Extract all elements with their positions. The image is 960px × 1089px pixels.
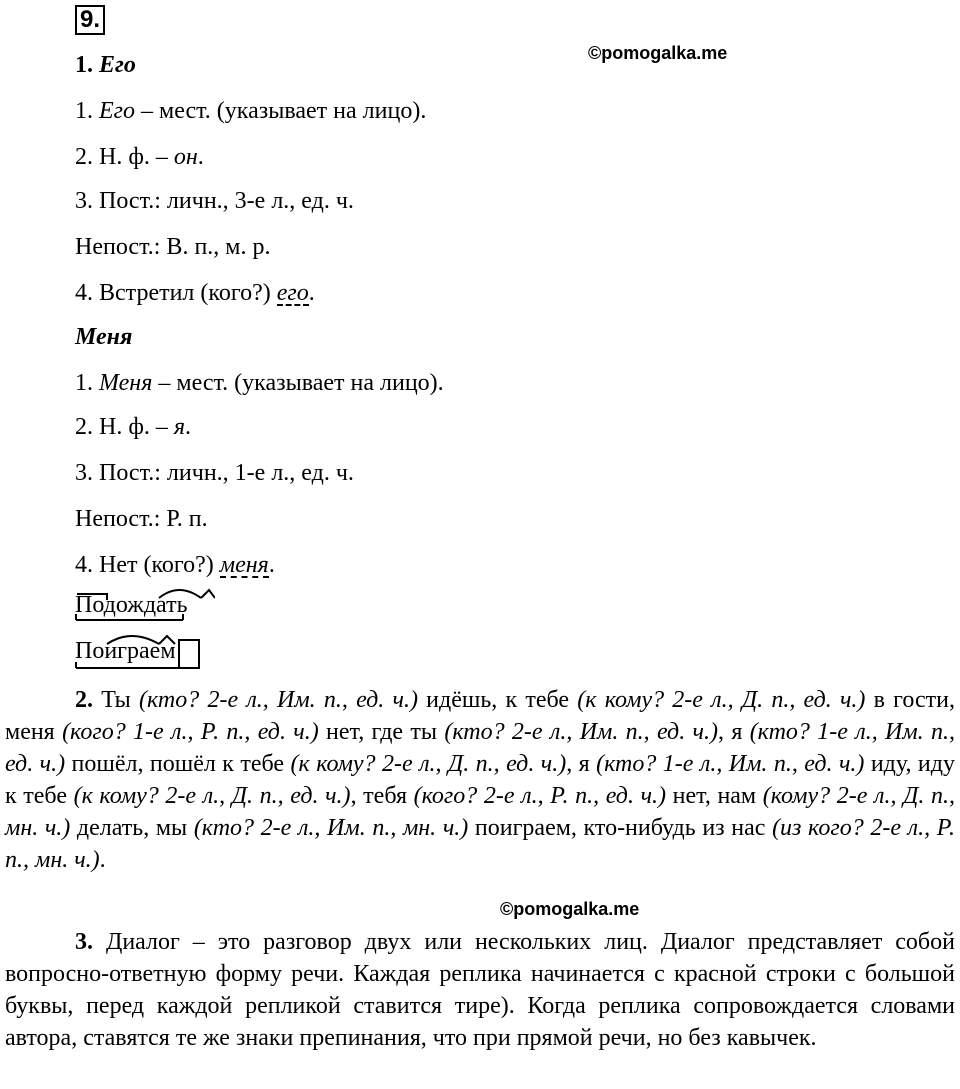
section2-paragraph <box>5 684 955 876</box>
menya-line-5-prefix: 4. Нет (кого?) <box>75 552 220 578</box>
task-number: 9. <box>75 5 105 35</box>
prefix-mark <box>77 594 107 600</box>
grammar-note: (к кому? 2-е л., Д. п., ед. ч.) <box>73 783 351 809</box>
ego-line-1-rest: – мест. (указывает на лицо). <box>135 98 427 124</box>
ego-line-1: 1. Его – мест. (указывает на лицо). <box>75 98 427 124</box>
text-fragment: в гости, меня <box>5 687 955 745</box>
ego-line-2-prefix: 2. Н. ф. – <box>75 144 174 170</box>
grammar-note: (кому? 2-е л., Д. п., мн. ч.) <box>5 783 955 841</box>
ego-word: Его <box>99 98 136 124</box>
morph-parse-podozhdat <box>75 584 215 622</box>
menya-line-4: Непост.: Р. п. <box>75 506 208 532</box>
ego-line-5 <box>75 278 315 308</box>
heading-ego-word: Его <box>99 52 136 78</box>
ego-line-5-end: . <box>308 280 315 306</box>
text-fragment: иду, иду к тебе <box>5 751 955 809</box>
grammar-note: (к кому? 2-е л., Д. п., ед. ч.) <box>290 751 567 777</box>
menya-line-2 <box>75 412 191 442</box>
text-fragment: . <box>99 847 106 873</box>
menya-line-5-end: . <box>268 552 275 578</box>
watermark-middle: ©pomogalka.me <box>500 899 640 919</box>
menya-line-2-end: . <box>185 414 192 440</box>
ego-line-2-end: . <box>197 144 204 170</box>
watermark-top: ©pomogalka.me <box>588 43 728 63</box>
text-fragment: нет, где ты <box>318 719 445 745</box>
grammar-note: (кто? 1-е л., Им. п., ед. ч.) <box>596 751 865 777</box>
text-fragment: поиграем, кто-нибудь из нас <box>468 815 773 841</box>
grammar-note: (из кого? 2-е л., Р. п., мн. ч.) <box>5 815 955 873</box>
ego-line-5-prefix: 4. Встретил (кого?) <box>75 280 277 306</box>
heading-menya: Меня <box>75 324 133 350</box>
morph-word-poigraem: Поиграем <box>75 638 176 664</box>
grammar-note: (к кому? 2-е л., Д. п., ед. ч.) <box>577 687 866 713</box>
grammar-note: (кто? 2-е л., Им. п., ед. ч.) <box>444 719 718 745</box>
root-arc <box>107 636 159 644</box>
section3-text: Диалог – это разговор двух или нескольких лиц. Диалог представляет собой вопросно-ответную форму речи. Каждая реплика начинается с красной строки с большой буквы, перед каждой репликой ставится тире). Когда реплика сопровождается словами автора, ставятся те же знаки препинания, что при прямой речи, но без кавычек. <box>5 929 955 1051</box>
morph-marks-poigraem <box>75 630 200 670</box>
suffix-mark <box>201 590 215 598</box>
morph-marks-podozhdat <box>75 584 215 622</box>
suffix-mark <box>159 636 175 644</box>
section3-number: 3. <box>75 929 93 955</box>
section1-number: 1. <box>75 52 93 78</box>
text-fragment: , я <box>566 751 597 777</box>
ego-line-2 <box>75 142 204 172</box>
text-fragment: Ты <box>93 687 140 713</box>
grammar-note: (кто? 2-е л., Им. п., мн. ч.) <box>193 815 469 841</box>
grammar-note: (кто? 1-е л., Им. п., ед. ч.) <box>5 719 956 777</box>
text-fragment: идёшь, к тебе <box>417 687 578 713</box>
grammar-note: (кто? 2-е л., Им. п., ед. ч.) <box>139 687 418 713</box>
section2-number: 2. <box>75 687 93 713</box>
ego-initial-form: он <box>173 144 198 170</box>
heading-ego <box>75 50 136 80</box>
text-fragment: пошёл, пошёл к тебе <box>65 751 291 777</box>
text-fragment: , тебя <box>350 783 414 809</box>
root-arc <box>159 590 201 598</box>
morph-word-podozhdat: Подождать <box>75 592 188 618</box>
ego-line-4: Непост.: В. п., м. р. <box>75 234 271 260</box>
menya-line-1: 1. Меня – мест. (указывает на лицо). <box>75 370 444 396</box>
text-fragment: нет, нам <box>666 783 763 809</box>
morph-parse-poigraem <box>75 630 200 668</box>
grammar-note: (кого? 1-е л., Р. п., ед. ч.) <box>62 719 319 745</box>
menya-word: Меня <box>99 370 153 396</box>
ego-object-word: его <box>276 280 309 306</box>
menya-line-1-rest: – мест. (указывает на лицо). <box>152 370 444 396</box>
section3-paragraph <box>5 926 955 1054</box>
grammar-note: (кого? 2-е л., Р. п., ед. ч.) <box>413 783 667 809</box>
menya-initial-form: я <box>173 414 186 440</box>
menya-line-2-prefix: 2. Н. ф. – <box>75 414 174 440</box>
text-fragment: делать, мы <box>70 815 194 841</box>
menya-line-3: 3. Пост.: личн., 1-е л., ед. ч. <box>75 460 354 486</box>
ending-box <box>179 640 199 668</box>
text-fragment: , я <box>717 719 750 745</box>
menya-object-word: меня <box>219 552 269 578</box>
menya-line-5 <box>75 550 275 580</box>
ego-line-3: 3. Пост.: личн., 3-е л., ед. ч. <box>75 188 354 214</box>
